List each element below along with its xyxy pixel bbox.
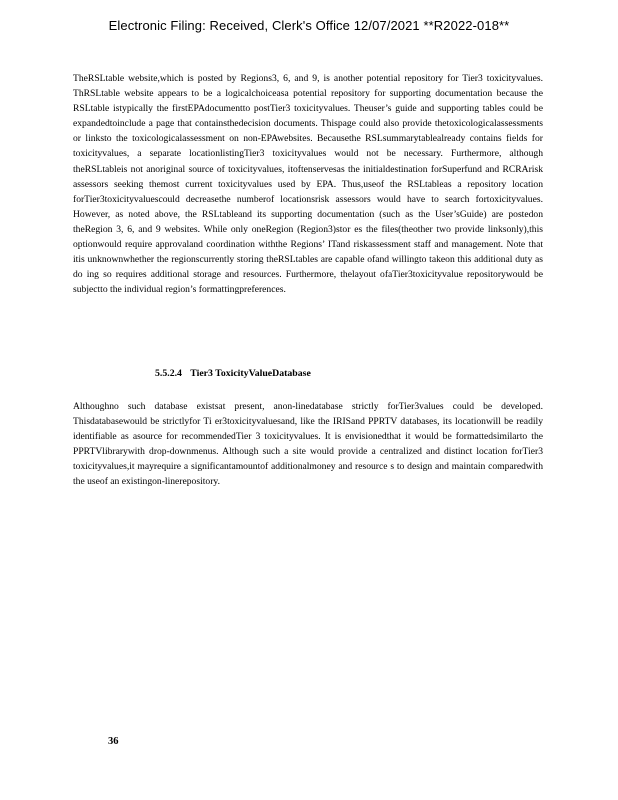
- section-heading: [155, 368, 317, 379]
- paragraph-rsl-table-repository: TheRSLtable website,which is posted by Regions3, 6, and 9, is another potential repository for Tier3 toxicityvalues. ThRSLtable website appears to be a logicalchoiceasa potential repository for supporting documentation because the RSLtable istypically the firstEPAdocumentto postTier3 toxicityvalues. Theuser’s guide and supporting tables could be expandedtoinclude a page that containsthedecision documents. Thispage could also provide thetoxicologicalassessments or linksto the toxicologicalassessment on non-EPAwebsites. Becausethe RSLsummarytablealready contains fields for toxicityvalues, a separate locationlistingTier3 toxicityvalues would not be necessary. Furthermore, although theRSLtableis not anoriginal source of toxicityvalues, itoftenservesas the initialdestination forSuperfund and RCRArisk assessors seeking themost current toxicityvalues used by EPA. Thus,useof the RSLtableas a repository location forTier3toxicityvaluescould decreasethe numberof locationsrisk assessors would have to search fortoxicityvalues. However, as noted above, the RSLtableand its supporting documentation (such as the User’sGuide) are postedon theRegion 3, 6, and 9 websites. While only oneRegion (Region3)stor es the files(theother two provide linksonly),this optionwould require approvaland coordination withthe Regions’ ITand riskassessment staff and management. Note that itis unknownwhether the regionscurrently storing theRSLtables are capable ofand willingto takeon this additional duty as do ing so requires additional storage and resources. Furthermore, thelayout ofaTier3toxicityvalue repositorywould be subjectto the individual region’s formattingpreferences.: [73, 73, 543, 296]
- page-number: 36: [108, 736, 119, 747]
- section-title: Tier3 ToxicityValueDatabase: [190, 368, 311, 379]
- paragraph-tier3-database: Althoughno such database existsat present, anon-linedatabase strictly forTier3values could be developed. Thisdatabasewould be strictlyfor Ti er3toxicityvaluesand, like the IRISand PPRTV databases, its locationwill be readily identifiable as asource for recommendedTier 3 toxicityvalues. It is envisionedthat it would be formattedsimilarto the PPRTVlibrarywith drop-downmenus. Although such a site would provide a centralized and distinct location forTier3 toxicityvalues,it mayrequire a significantamountof additionalmoney and resource s to design and maintain comparedwith the useof an existingon-linerepository.: [73, 401, 543, 488]
- filing-stamp-header: Electronic Filing: Received, Clerk's Office 12/07/2021 **R2022-018**: [108, 18, 510, 33]
- section-number: 5.5.2.4: [155, 368, 182, 379]
